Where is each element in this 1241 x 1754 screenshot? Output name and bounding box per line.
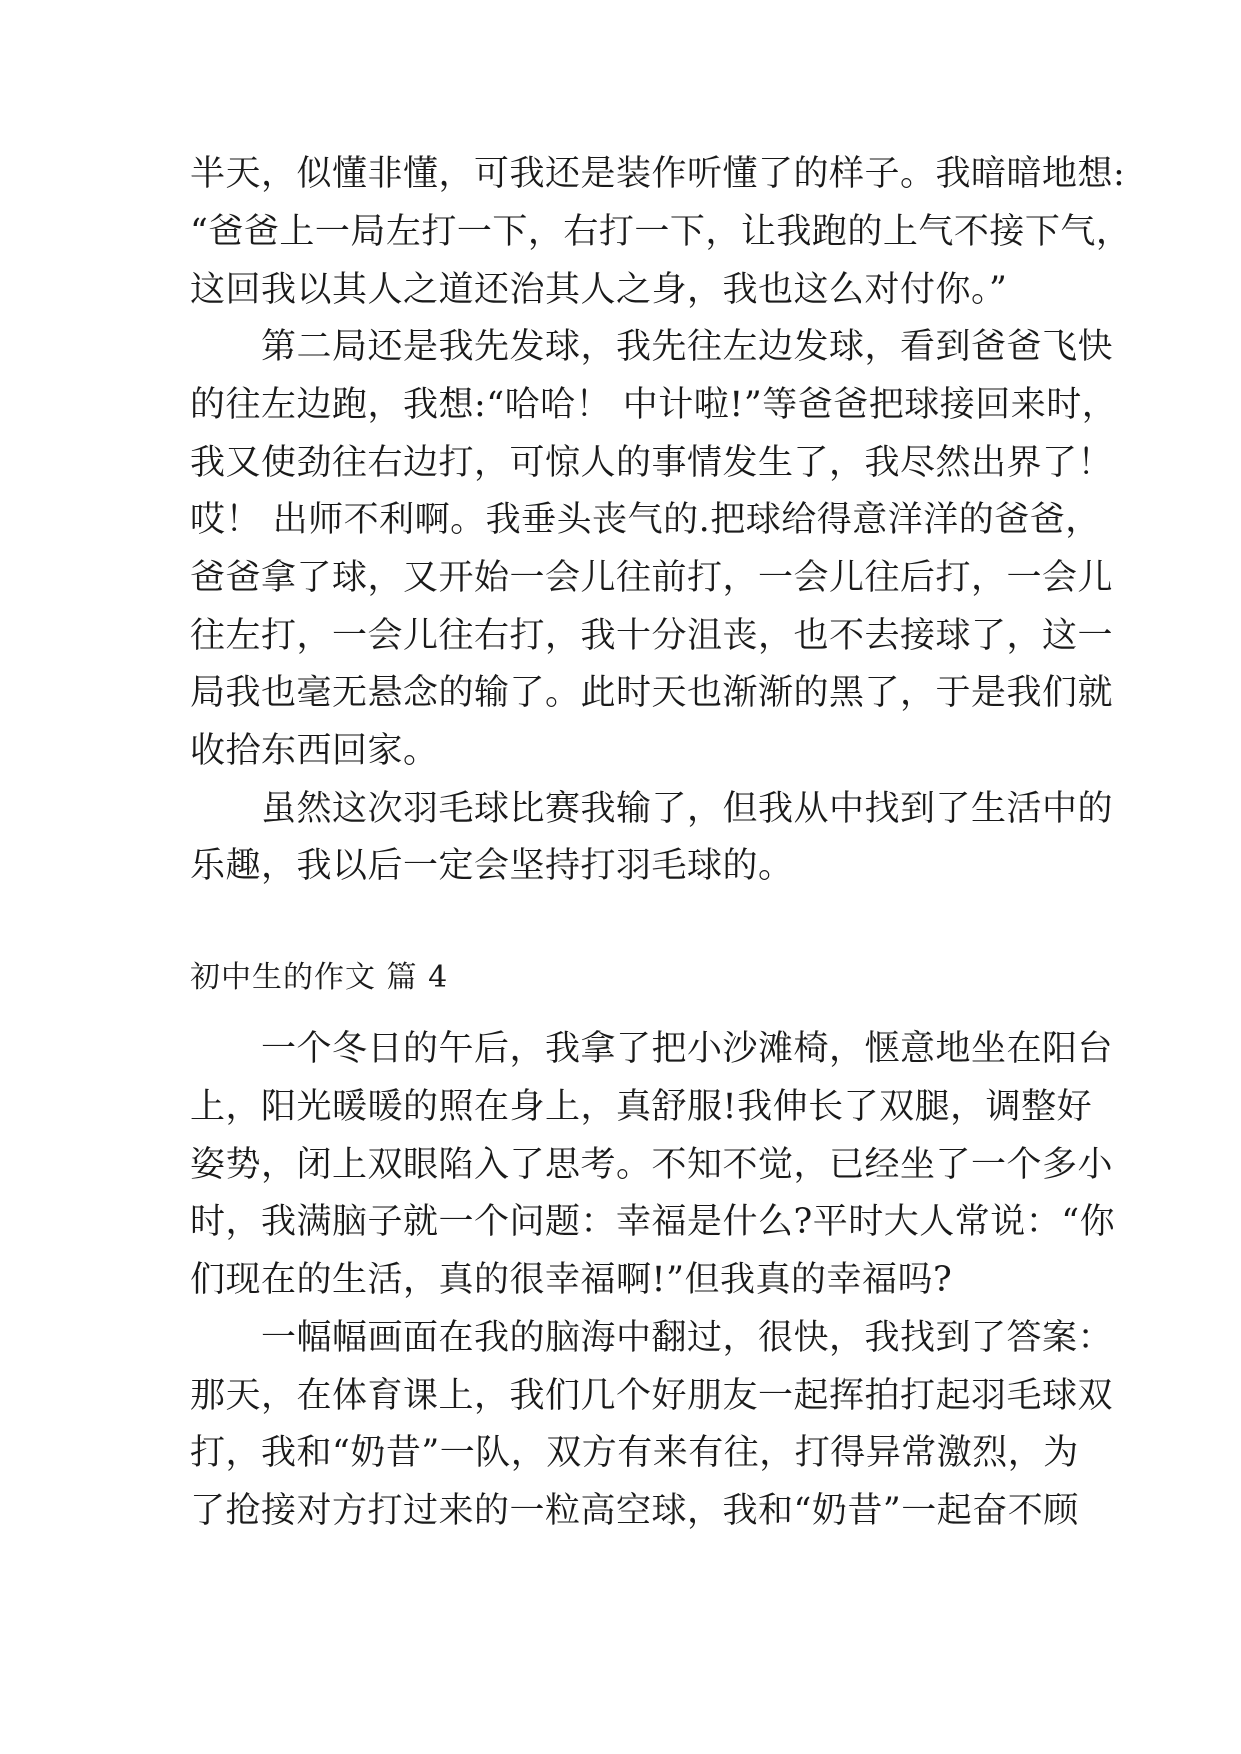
text-line: 了抢接对方打过来的一粒高空球，我和“奶昔”一起奋不顾 bbox=[190, 1491, 1079, 1531]
text-line: 一幅幅画面在我的脑海中翻过，很快，我找到了答案： bbox=[190, 1318, 1114, 1358]
text-line: 上，阳光暖暖的照在身上，真舒服!我伸长了双腿，调整好 bbox=[190, 1087, 1093, 1127]
text-line: 打，我和“奶昔”一队，双方有来有往，打得异常激烈，为 bbox=[190, 1433, 1079, 1473]
section-heading: 初中生的作文 篇 4 bbox=[190, 960, 449, 995]
text-line: 第二局还是我先发球，我先往左边发球，看到爸爸飞快 bbox=[190, 327, 1114, 367]
text-line: 们现在的生活，真的很幸福啊!”但我真的幸福吗? bbox=[190, 1260, 953, 1300]
text-line: 虽然这次羽毛球比赛我输了，但我从中找到了生活中的 bbox=[190, 789, 1114, 829]
text-line: 往左打，一会儿往右打，我十分沮丧，也不去接球了，这一 bbox=[190, 616, 1114, 656]
text-line: 姿势，闭上双眼陷入了思考。不知不觉，已经坐了一个多小 bbox=[190, 1145, 1114, 1185]
text-line: “爸爸上一局左打一下，右打一下，让我跑的上气不接下气， bbox=[190, 212, 1132, 252]
text-line: 时，我满脑子就一个问题：幸福是什么?平时大人常说：“你 bbox=[190, 1202, 1116, 1242]
text-line: 收拾东西回家。 bbox=[190, 731, 439, 771]
text-line: 我又使劲往右边打，可惊人的事情发生了，我尽然出界了！ bbox=[190, 443, 1114, 483]
text-line: 这回我以其人之道还治其人之身，我也这么对付你。” bbox=[190, 270, 1008, 310]
text-line: 局我也毫无悬念的输了。此时天也渐渐的黑了，于是我们就 bbox=[190, 673, 1114, 713]
text-line: 爸爸拿了球，又开始一会儿往前打，一会儿往后打，一会儿 bbox=[190, 558, 1114, 598]
text-line: 乐趣，我以后一定会坚持打羽毛球的。 bbox=[190, 846, 794, 886]
text-line: 哎！ 出师不利啊。我垂头丧气的.把球给得意洋洋的爸爸， bbox=[190, 500, 1101, 540]
text-line: 一个冬日的午后，我拿了把小沙滩椅，惬意地坐在阳台 bbox=[190, 1029, 1114, 1069]
text-line: 的往左边跑，我想:“哈哈！ 中计啦!”等爸爸把球接回来时， bbox=[190, 385, 1118, 425]
text-line: 那天，在体育课上，我们几个好朋友一起挥拍打起羽毛球双 bbox=[190, 1376, 1114, 1416]
text-line: 半天，似懂非懂，可我还是装作听懂了的样子。我暗暗地想: bbox=[190, 154, 1126, 194]
